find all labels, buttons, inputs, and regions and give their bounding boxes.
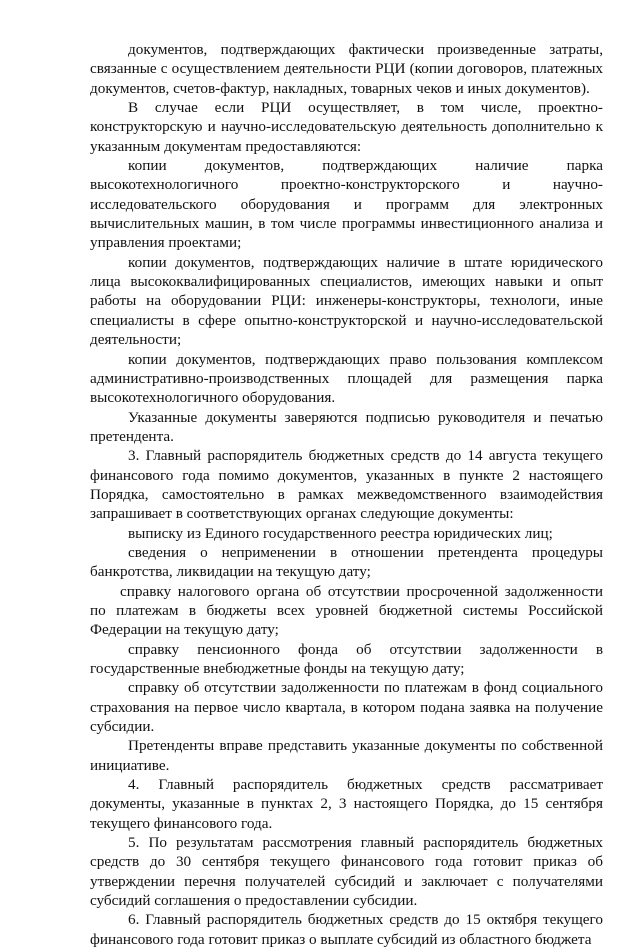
paragraph-12: справку об отсутствии задолженности по платежам в фонд социального страхования на первое число квартала, в котором подана заявка на получение субсидии. — [90, 679, 603, 736]
paragraph-4: копии документов, подтверждающих наличие в штате юридического лица высококвалифицированных специалистов, имеющих навыки и опыт работы на оборудовании РЦИ: инженеры-конструкторы, технологи, иные специалисты в сфере опытно-конструкторской и научно-исследовательской деятельности; — [90, 253, 603, 349]
paragraph-16: 6. Главный распорядитель бюджетных средств до 15 октября текущего финансового года готовит приказ о выплате субсидий из областного бюджета — [90, 911, 603, 948]
paragraph-14: 4. Главный распорядитель бюджетных средств рассматривает документы, указанные в пунктах 2, 3 настоящего Порядка, до 15 сентября текущего финансового года. — [90, 776, 603, 832]
document-page — [90, 40, 603, 949]
paragraph-2: В случае если РЦИ осуществляет, в том числе, проектно-конструкторскую и научно-исследовательскую деятельность дополнительно к указанным документам предоставляются: — [90, 99, 603, 155]
paragraph-9: сведения о неприменении в отношении претендента процедуры банкротства, ликвидации на текущую дату; — [90, 543, 603, 581]
paragraph-15: 5. По результатам рассмотрения главный распорядитель бюджетных средств до 30 сентября текущего финансового года готовит приказ об утверждении перечня получателей субсидий и заключает с получателями субсидий соглашения о предоставлении субсидии. — [90, 834, 603, 910]
paragraph-13: Претенденты вправе представить указанные документы по собственной инициативе. — [90, 737, 603, 774]
paragraph-1: документов, подтверждающих фактически произведенные затраты, связанные с осуществлением деятельности РЦИ (копии договоров, платежных документов, счетов-фактур, накладных, товарных чеков и иных документов). — [90, 41, 603, 97]
paragraph-3: копии документов, подтверждающих наличие парка высокотехнологичного проектно-конструкторского и научно-исследовательского оборудования и программ для электронных вычислительных машин, в том числе программы инвестиционного анализа и управления проектами; — [90, 157, 603, 252]
paragraph-11: справку пенсионного фонда об отсутствии задолженности в государственные внебюджетные фонды на текущую дату; — [90, 640, 603, 677]
paragraph-6: Указанные документы заверяются подписью руководителя и печатью претендента. — [90, 408, 603, 445]
paragraph-8: выписку из Единого государственного реестра юридических лиц; — [128, 524, 553, 542]
paragraph-5: копии документов, подтверждающих право пользования комплексом административно-производственных площадей для размещения парка высокотехнологичного оборудования. — [90, 350, 603, 407]
paragraph-7: 3. Главный распорядитель бюджетных средств до 14 августа текущего финансового года помимо документов, указанных в пункте 2 настоящего Порядка, самостоятельно в рамках межведомственного взаимодействия запрашивает в соответствующих органах следующие документы: — [90, 447, 603, 523]
paragraph-10: справку налогового органа об отсутствии просроченной задолженности по платежам в бюджеты всех уровней бюджетной системы Российской Федерации на текущую дату; — [90, 582, 603, 639]
